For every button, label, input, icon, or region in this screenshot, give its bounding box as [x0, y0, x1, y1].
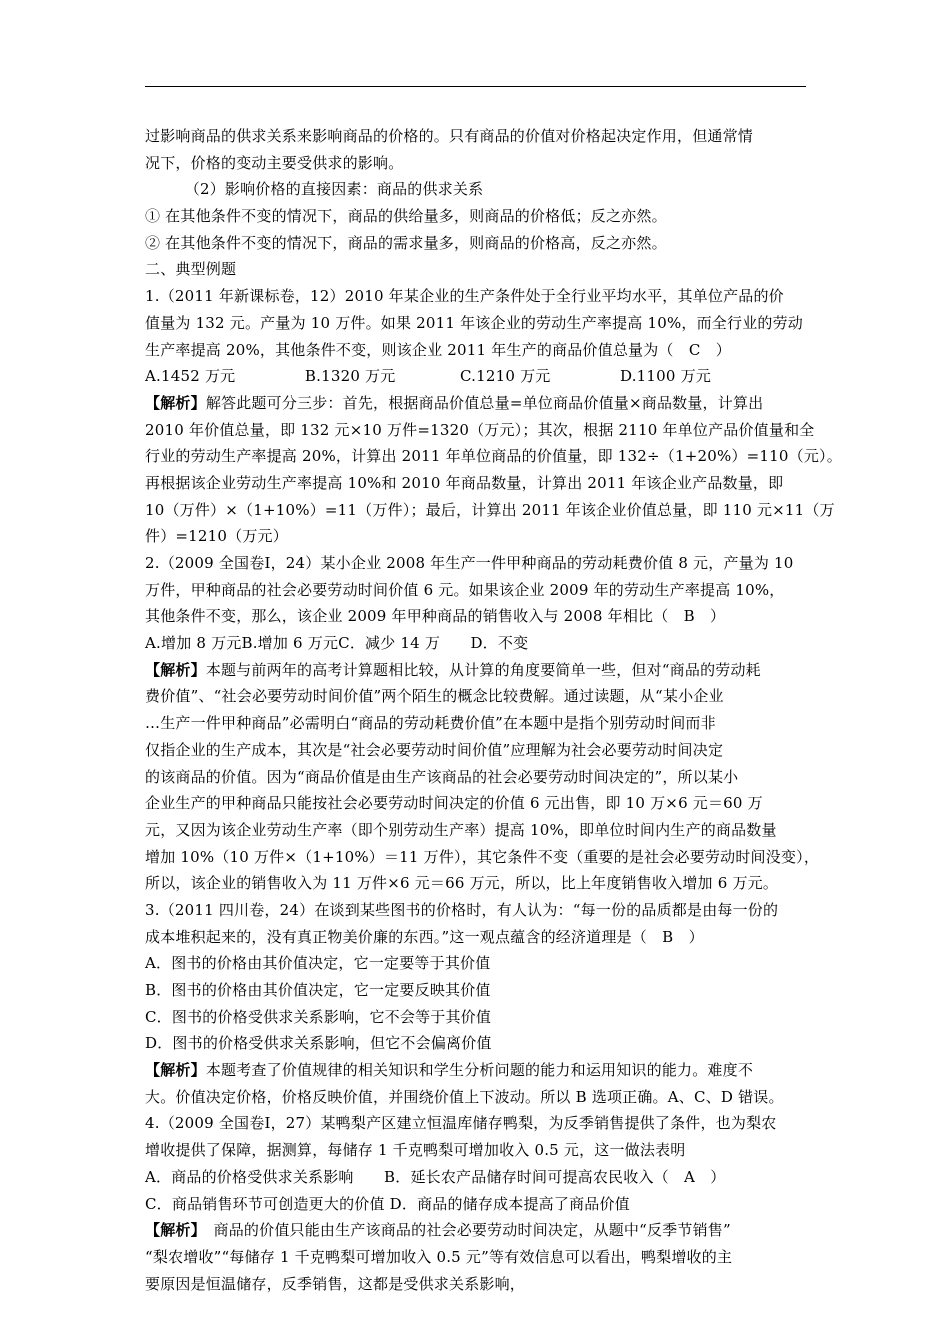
- text-line: [145, 577, 806, 604]
- text-line: [145, 1271, 806, 1298]
- analysis-tag: 【解析】: [145, 1221, 199, 1240]
- text-line: [145, 764, 806, 791]
- analysis-tag: 【解析】: [145, 1061, 206, 1080]
- text-line: [145, 950, 806, 977]
- line-text: 10（万件）×（1+10%）=11（万件）；最后，计算出 2011 年该企业价值总量，即 110 元×11（万: [145, 500, 835, 519]
- line-text: 仅指企业的生产成本，其次是“社会必要劳动时间价值”应理解为社会必要劳动时间决定: [145, 740, 724, 759]
- line-text: 增收提供了保障，据测算，每储存 1 千克鸭梨可增加收入 0.5 元，这一做法表明: [145, 1141, 686, 1160]
- text-line: [145, 737, 806, 764]
- text-line: [145, 1137, 806, 1164]
- line-text: 企业生产的甲种商品只能按社会必要劳动时间决定的价值 6 元出售，即 10 万×6 元＝60 万: [145, 794, 763, 813]
- line-text: 二、典型例题: [145, 260, 237, 279]
- text-line: [145, 1057, 806, 1084]
- line-text: ① 在其他条件不变的情况下，商品的供给量多，则商品的价格低；反之亦然。: [145, 207, 667, 226]
- line-text: 其他条件不变，那么，该企业 2009 年甲种商品的销售收入与 2008 年相比（ B ）: [145, 607, 726, 626]
- text-line: [145, 550, 806, 577]
- text-line: [145, 603, 806, 630]
- line-text: “梨农增收”“每储存 1 千克鸭梨可增加收入 0.5 元”等有效信息可以看出，鸭梨增收的主: [145, 1247, 733, 1266]
- text-line: [145, 1164, 806, 1191]
- document-body: [145, 123, 842, 1297]
- line-text: 本题与前两年的高考计算题相比较，从计算的角度要简单一些，但对“商品的劳动耗: [205, 660, 761, 679]
- text-line: [145, 443, 842, 470]
- text-line: [145, 1004, 806, 1031]
- line-text: 值量为 132 元。产量为 10 万件。如果 2011 年该企业的劳动生产率提高 10%，而全行业的劳动: [145, 313, 804, 332]
- text-line: [145, 230, 806, 257]
- header-rule: [145, 86, 806, 87]
- text-line: [145, 870, 806, 897]
- text-line: [145, 203, 806, 230]
- line-text: 再根据该企业劳动生产率提高 10%和 2010 年商品数量，计算出 2011 年该企业产品数量，即: [145, 473, 784, 492]
- line-text: …生产一件甲种商品”必需明白“商品的劳动耗费价值”在本题中是指个别劳动时间而非: [145, 714, 716, 733]
- text-line: [145, 683, 806, 710]
- line-text: 4.（2009 全国卷Ⅰ，27）某鸭梨产区建立恒温库储存鸭梨，为反季销售提供了条件，也为梨农: [145, 1114, 777, 1133]
- line-text: 的该商品的价值。因为“商品价值是由生产该商品的社会必要劳动时间决定的”，所以某小: [145, 767, 739, 786]
- line-text: 3.（2011 四川卷，24）在谈到某些图书的价格时，有人认为：“每一份的品质都是由每一份的: [145, 900, 779, 919]
- text-line: [145, 1084, 806, 1111]
- line-text: 所以，该企业的销售收入为 11 万件×6 元＝66 万元，所以，比上年度销售收入增加 6 万元。: [145, 874, 779, 893]
- line-text: 增加 10%（10 万件×（1+10%）＝11 万件），其它条件不变（重要的是社会必要劳动时间没变），: [145, 847, 820, 866]
- text-line: [145, 470, 806, 497]
- line-text: 费价值”、“社会必要劳动时间价值”两个陌生的概念比较费解。通过读题，从“某小企业: [145, 687, 724, 706]
- line-text: A.增加 8 万元B.增加 6 万元C．减少 14 万 D．不变: [145, 634, 529, 653]
- line-text: A．图书的价格由其价值决定，它一定要等于其价值: [145, 954, 491, 973]
- line-text: 商品的价值只能由生产该商品的社会必要劳动时间决定，从题中“反季节销售”: [198, 1221, 731, 1240]
- text-line: [145, 977, 806, 1004]
- text-line: [145, 497, 835, 524]
- text-line: [145, 897, 806, 924]
- line-text: 2010 年价值总量，即 132 元×10 万件=1320（万元）；其次，根据 2110 年单位产品价值量和全: [145, 420, 815, 439]
- line-text: 解答此题可分三步：首先，根据商品价值总量=单位商品价值量×商品数量，计算出: [205, 393, 764, 412]
- text-line: [145, 924, 806, 951]
- line-text: 本题考查了价值规律的相关知识和学生分析问题的能力和运用知识的能力。难度不: [205, 1061, 754, 1080]
- text-line: [145, 417, 815, 444]
- text-line: [145, 1191, 806, 1218]
- analysis-tag: 【解析】: [145, 393, 206, 412]
- line-text: 过影响商品的供求关系来影响商品的价格的。只有商品的价值对价格起决定作用，但通常情: [145, 127, 754, 145]
- line-text: 成本堆积起来的，没有真正物美价廉的东西。”这一观点蕴含的经济道理是（ B ）: [145, 927, 704, 946]
- line-text: （2）影响价格的直接因素：商品的供求关系: [145, 180, 484, 199]
- line-text: 2.（2009 全国卷Ⅰ，24）某小企业 2008 年生产一件甲种商品的劳动耗费价值 8 元，产量为 10: [145, 554, 794, 572]
- line-text: 件）=1210（万元）: [145, 527, 288, 546]
- text-line: [145, 310, 806, 337]
- line-text: 要原因是恒温储存，反季销售，这都是受供求关系影响，: [145, 1274, 526, 1293]
- analysis-tag: 【解析】: [145, 660, 206, 679]
- line-text: 大。价值决定价格，价格反映价值，并围绕价值上下波动。所以 B 选项正确。A、C、D 错误。: [145, 1087, 784, 1106]
- text-line: [145, 1110, 806, 1137]
- line-text: 行业的劳动生产率提高 20%，计算出 2011 年单位商品的价值量，即 132÷（1+20%）=110（元）。: [145, 447, 842, 466]
- text-line: [145, 710, 806, 737]
- text-line: [145, 523, 806, 550]
- line-text: C．图书的价格受供求关系影响，它不会等于其价值: [145, 1007, 492, 1026]
- line-text: 1.（2011 年新课标卷，12）2010 年某企业的生产条件处于全行业平均水平，其单位产品的价: [145, 287, 784, 306]
- line-text: A.1452 万元 B.1320 万元 C.1210 万元 D.1100 万元: [145, 367, 712, 386]
- text-line: [145, 630, 806, 657]
- line-text: 生产率提高 20%，其他条件不变，则该企业 2011 年生产的商品价值总量为（ C ）: [145, 340, 731, 359]
- text-line: [145, 337, 806, 364]
- text-line: [145, 817, 806, 844]
- text-line: [145, 256, 806, 283]
- line-text: B．图书的价格由其价值决定，它一定要反映其价值: [145, 981, 491, 999]
- line-text: 况下，价格的变动主要受供求的影响。: [145, 153, 404, 172]
- text-line: [145, 1030, 806, 1057]
- line-text: 元，又因为该企业劳动生产率（即个别劳动生产率）提高 10%，即单位时间内生产的商品数量: [145, 820, 777, 839]
- line-text: ② 在其他条件不变的情况下，商品的需求量多，则商品的价格高，反之亦然。: [145, 233, 667, 252]
- text-line: [145, 657, 806, 684]
- text-line: [145, 1217, 806, 1244]
- text-line: [145, 844, 820, 871]
- text-line: [145, 176, 806, 203]
- text-line: [145, 363, 806, 390]
- text-line: [145, 123, 806, 150]
- text-line: [145, 283, 806, 310]
- text-line: [145, 790, 806, 817]
- line-text: C．商品销售环节可创造更大的价值 D．商品的储存成本提高了商品价值: [145, 1194, 630, 1213]
- text-line: [145, 1244, 806, 1271]
- line-text: A．商品的价格受供求关系影响 B．延长农产品储存时间可提高农民收入（ A ）: [145, 1167, 726, 1186]
- line-text: 万件，甲种商品的社会必要劳动时间价值 6 元。如果该企业 2009 年的劳动生产率提高 10%，: [145, 580, 785, 599]
- text-line: [145, 390, 806, 417]
- line-text: D．图书的价格受供求关系影响，但它不会偏离价值: [145, 1034, 492, 1053]
- text-line: [145, 150, 806, 177]
